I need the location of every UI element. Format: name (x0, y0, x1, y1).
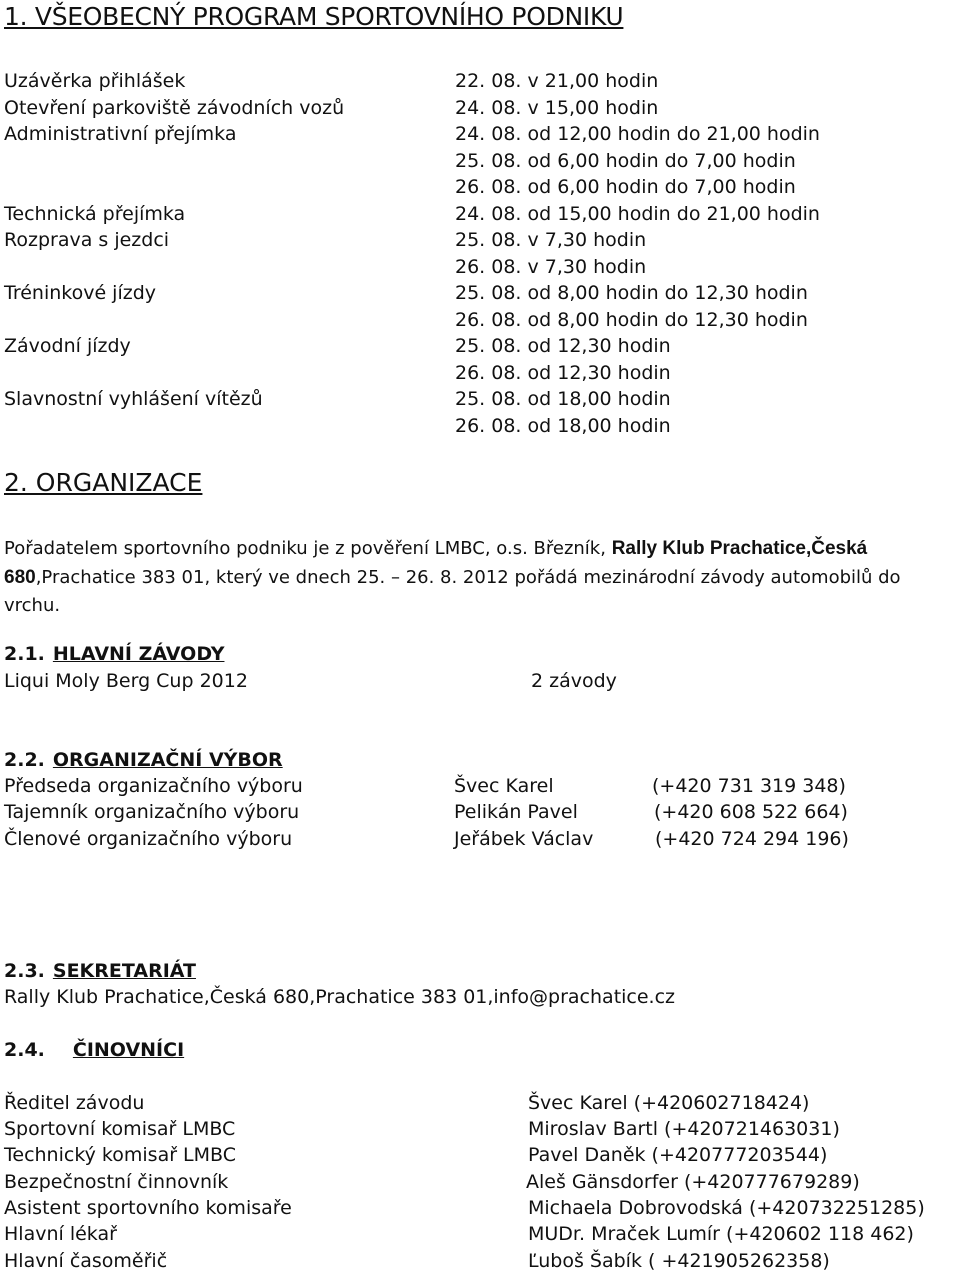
section-number: 2.3. (4, 960, 45, 982)
official-person: Michaela Dobrovodská (+420732251285) (528, 1197, 925, 1219)
official-role: Ředitel závodu (4, 1092, 145, 1114)
schedule-row (4, 307, 954, 334)
schedule-row (4, 201, 954, 228)
committee-phone: (+420 724 294 196) (655, 828, 849, 850)
committee-name: Jeřábek Václav (454, 828, 594, 850)
official-role: Sportovní komisař LMBC (4, 1118, 236, 1140)
section-2-4-heading (4, 1037, 184, 1063)
schedule-value: 24. 08. od 15,00 hodin do 21,00 hodin (455, 202, 820, 225)
official-person: Švec Karel (+420602718424) (528, 1092, 810, 1114)
schedule-row (4, 280, 954, 307)
section-title: HLAVNÍ ZÁVODY (52, 643, 225, 665)
para-text-2: ,Prachatice 383 01, který ve dnech 25. – 26. 8. 2012 pořádá mezinárodní závody automobilů do vrchu. (4, 566, 901, 616)
committee-name: Švec Karel (454, 775, 554, 797)
schedule-value: 26. 08. od 18,00 hodin (455, 414, 671, 437)
schedule-row (4, 333, 954, 360)
para-organizer-name: Rally Klub Prachatice,Česká 680 (4, 538, 868, 588)
schedule-value: 25. 08. od 18,00 hodin (455, 388, 671, 410)
schedule-row (4, 68, 954, 95)
schedule-value: 25. 08. od 8,00 hodin do 12,30 hodin (455, 282, 808, 304)
organizer-paragraph (4, 535, 959, 621)
schedule-value: 26. 08. od 12,30 hodin (455, 361, 671, 384)
section-2-2-heading (4, 747, 283, 773)
schedule-label: Technická přejímka (4, 202, 186, 225)
section-2-1-heading (4, 641, 224, 667)
committee-role: Členové organizačního výboru (4, 828, 293, 850)
schedule-value: 22. 08. v 21,00 hodin (455, 70, 659, 92)
schedule-label: Závodní jízdy (4, 335, 131, 357)
committee-phone: (+420 608 522 664) (654, 801, 848, 823)
committee-phone: (+420 731 319 348) (652, 775, 846, 797)
schedule-value: 26. 08. od 8,00 hodin do 12,30 hodin (455, 308, 808, 331)
schedule-row (4, 413, 954, 440)
schedule-label: Administrativní přejímka (4, 123, 237, 145)
schedule-value: 25. 08. od 12,30 hodin (455, 335, 671, 357)
section-title: ORGANIZAČNÍ VÝBOR (52, 749, 283, 771)
schedule-row (4, 174, 954, 201)
schedule-label: Uzávěrka přihlášek (4, 70, 186, 92)
official-role: Hlavní časoměřič (4, 1250, 168, 1272)
schedule-row (4, 227, 954, 254)
official-role: Hlavní lékař (4, 1223, 117, 1245)
section-title: ČINOVNÍCI (72, 1039, 185, 1061)
official-person: Aleš Gänsdorfer (+420777679289) (526, 1171, 860, 1193)
official-person: Pavel Daněk (+420777203544) (528, 1144, 828, 1166)
section-1-heading: 1. VŠEOBECNÝ PROGRAM SPORTOVNÍHO PODNIKU (4, 2, 624, 31)
schedule-label: Slavnostní vyhlášení vítězů (4, 388, 263, 410)
schedule-value: 26. 08. od 6,00 hodin do 7,00 hodin (455, 176, 796, 198)
committee-name: Pelikán Pavel (454, 801, 578, 823)
section-number: 2.2. (4, 749, 45, 771)
schedule-label: Rozprava s jezdci (4, 229, 170, 251)
official-role: Technický komisař LMBC (4, 1144, 237, 1166)
main-event-name: Liqui Moly Berg Cup 2012 (4, 670, 248, 692)
official-person: MUDr. Mraček Lumír (+420602 118 462) (528, 1223, 914, 1245)
schedule-row (4, 386, 954, 413)
official-person: Miroslav Bartl (+420721463031) (528, 1118, 840, 1140)
section-2-heading: 2. ORGANIZACE (4, 468, 203, 497)
section-number: 2.1. (4, 643, 45, 665)
schedule-table (4, 68, 954, 439)
official-role: Bezpečnostní činnovník (4, 1171, 229, 1193)
secretariat-contact: Rally Klub Prachatice,Česká 680,Prachatice 383 01,info@prachatice.cz (4, 986, 676, 1008)
schedule-value: 24. 08. v 15,00 hodin (455, 96, 659, 119)
section-number: 2.4. (4, 1039, 45, 1061)
committee-role: Tajemník organizačního výboru (4, 801, 300, 823)
schedule-label: Tréninkové jízdy (4, 282, 157, 304)
committee-role: Předseda organizačního výboru (4, 775, 303, 797)
section-title: SEKRETARIÁT (52, 960, 196, 982)
schedule-value: 24. 08. od 12,00 hodin do 21,00 hodin (455, 123, 820, 145)
schedule-row (4, 360, 954, 387)
schedule-row (4, 254, 954, 281)
schedule-row (4, 148, 954, 175)
official-role: Asistent sportovního komisaře (4, 1197, 292, 1219)
schedule-value: 25. 08. v 7,30 hodin (455, 229, 647, 251)
schedule-label: Otevření parkoviště závodních vozů (4, 96, 345, 119)
schedule-value: 26. 08. v 7,30 hodin (455, 255, 647, 278)
main-event-count: 2 závody (531, 670, 617, 692)
para-text-1: Pořadatelem sportovního podniku je z pověření LMBC, o.s. Březník, (4, 538, 612, 559)
schedule-row (4, 121, 954, 148)
section-2-3-heading (4, 958, 196, 984)
schedule-row (4, 95, 954, 122)
schedule-value: 25. 08. od 6,00 hodin do 7,00 hodin (455, 149, 796, 172)
official-person: Ľuboš Šabík ( +421905262358) (528, 1250, 830, 1272)
